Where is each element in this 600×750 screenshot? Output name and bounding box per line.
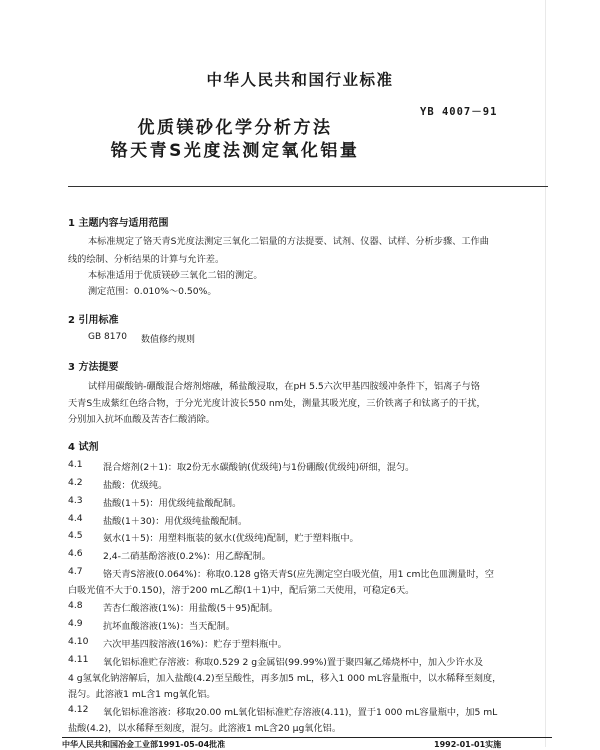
- header-divider: [68, 186, 548, 187]
- section1-p3: 测定范围：0.010%～0.50%。: [88, 286, 217, 297]
- item-text: 铬天青S溶液(0.064%)：称取0.128 g铬天青S(应先测定空白吸光值，用1 cm比色皿测量时，空: [103, 569, 494, 580]
- item-text: 盐酸：优级纯。: [103, 480, 168, 491]
- item-text: 氧化铝标准溶液：移取20.00 mL氧化铝标准贮存溶液(4.11)，置于1 000 mL容量瓶中，加5 mL: [103, 704, 497, 718]
- item-text-continued: 白吸光值不大于0.150)，溶于200 mL乙醇(1＋1)中，配后第二天使用，可稳定6天。: [68, 585, 415, 596]
- item-text: 氨水(1＋5)：用塑料瓶装的氨水(优级纯)配制，贮于塑料瓶中。: [103, 533, 359, 544]
- ref-standard-title: 数值修约规则: [141, 335, 196, 345]
- item-number: 4.4: [68, 513, 83, 524]
- org-title: 中华人民共和国行业标准: [206, 71, 394, 89]
- item-text: 氧化铝标准贮存溶液：称取0.529 2 g金属铝(99.99%)置于聚四氟乙烯烧杯中，加入少许水及: [103, 657, 484, 668]
- section3-line2: 天青S生成紫红色络合物，于分光光度计波长550 nm处，测量其吸光度，三价铁离子和钛离子的干扰，: [68, 398, 486, 409]
- item-text-continued: 盐酸(4.2)，以水稀释至刻度，混匀。此溶液1 mL含20 μg氧化铝。: [68, 720, 341, 734]
- item-text-continued: 混匀。此溶液1 mL含1 mg氧化铝。: [68, 689, 216, 700]
- item-number: 4.11: [68, 654, 89, 665]
- item-number: 4.3: [68, 495, 83, 506]
- section2-heading: 2 引用标准: [68, 315, 119, 326]
- footer-divider: [62, 737, 552, 738]
- scan-edge: [545, 0, 546, 747]
- item-number: 4.9: [68, 618, 83, 629]
- item-number: 4.6: [68, 548, 83, 559]
- section3-line3: 分别加入抗坏血酸及苦杏仁酸消除。: [68, 414, 215, 425]
- doc-title-line1: 优质镁砂化学分析方法: [137, 118, 333, 138]
- item-number: 4.1: [68, 459, 83, 470]
- item-number: 4.2: [68, 477, 83, 488]
- section1-heading: 1 主题内容与适用范围: [68, 218, 169, 229]
- item-text-continued: 4 g氢氧化钠溶解后，加入盐酸(4.2)至呈酸性，再多加5 mL，移入1 000 mL容量瓶中，以水稀释至刻度，: [68, 673, 502, 684]
- item-text: 苦杏仁酸溶液(1%)：用盐酸(5＋95)配制。: [103, 603, 279, 614]
- item-text: 混合熔剂(2＋1)：取2份无水碳酸钠(优级纯)与1份硼酸(优级纯)研细，混匀。: [103, 462, 415, 473]
- section3-line1: 试样用碳酸钠-硼酸混合熔剂熔融，稀盐酸浸取，在pH 5.5六次甲基四胺缓冲条件下，铝离子与铬: [88, 381, 480, 392]
- section1-p1-line2: 线的绘制、分析结果的计算与允许差。: [68, 254, 225, 265]
- standard-number: YB 4007－91: [420, 106, 498, 118]
- item-text: 盐酸(1＋5)：用优级纯盐酸配制。: [103, 498, 242, 509]
- item-text: 2,4-二硝基酚溶液(0.2%)：用乙醇配制。: [103, 551, 271, 562]
- item-text: 六次甲基四胺溶液(16%)：贮存于塑料瓶中。: [103, 639, 287, 650]
- section3-heading: 3 方法提要: [68, 362, 119, 373]
- item-text: 抗坏血酸溶液(1%)：当天配制。: [103, 621, 235, 632]
- doc-title-line2: 铬天青S光度法测定氧化铝量: [110, 141, 360, 161]
- section1-p1-line1: 本标准规定了铬天青S光度法测定三氧化二铝量的方法提要、试剂、仪器、试样、分析步骤、工作曲: [88, 236, 489, 247]
- item-number: 4.5: [68, 530, 83, 541]
- item-number: 4.12: [68, 704, 98, 715]
- effective-date: 1992-01-01实施: [434, 740, 502, 749]
- section1-p2: 本标准适用于优质镁砂三氧化二铝的测定。: [88, 270, 263, 281]
- item-number: 4.8: [68, 600, 83, 611]
- approval-info: 中华人民共和国冶金工业部1991-05-04批准: [62, 740, 226, 749]
- item-text: 盐酸(1＋30)：用优级纯盐酸配制。: [103, 516, 248, 527]
- item-number: 4.10: [68, 636, 89, 647]
- ref-standard-number: GB 8170: [88, 332, 127, 342]
- section4-heading: 4 试剂: [68, 442, 99, 453]
- item-number: 4.7: [68, 566, 83, 577]
